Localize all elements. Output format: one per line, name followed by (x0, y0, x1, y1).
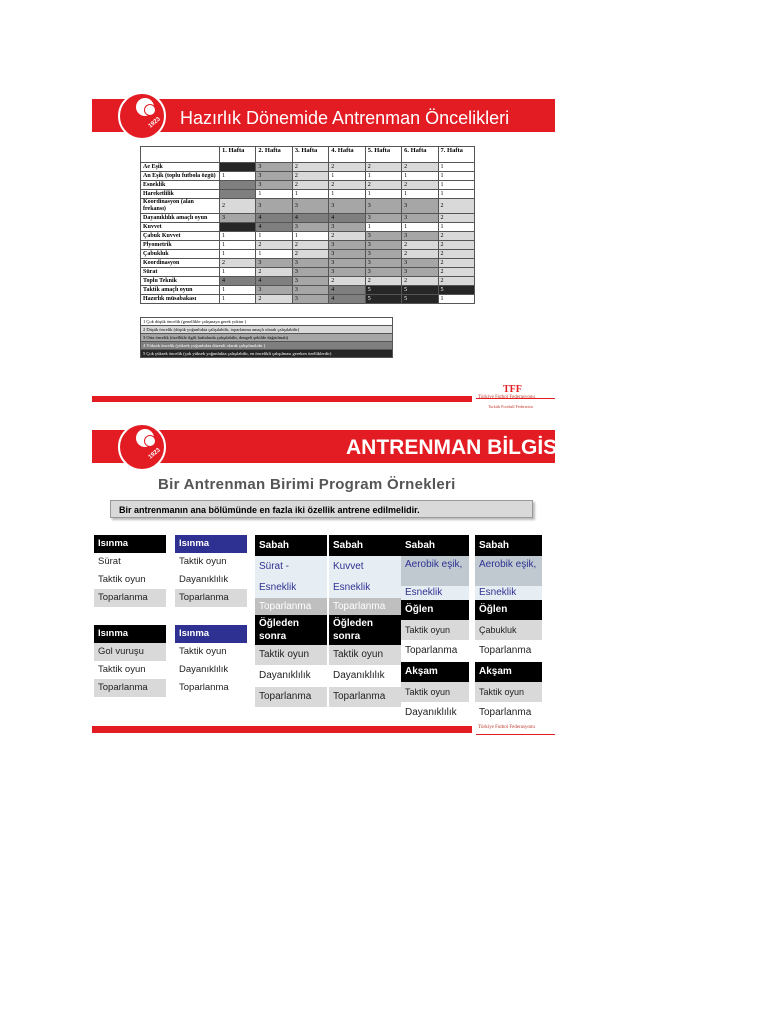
priority-cell: 2 (402, 163, 438, 172)
priority-cell: 1 (438, 190, 474, 199)
week-header: 4. Hafta (329, 147, 365, 163)
priority-cell (220, 190, 256, 199)
priority-cell: 4 (256, 214, 292, 223)
row-label: Sürat (141, 268, 220, 277)
table-row (141, 259, 475, 268)
priority-cell: 3 (365, 268, 401, 277)
priority-cell (220, 181, 256, 190)
slide1-footer-line (92, 396, 472, 402)
priority-cell: 5 (402, 286, 438, 295)
priority-cell: 3 (220, 214, 256, 223)
table-row (141, 232, 475, 241)
priority-cell: 3 (329, 268, 365, 277)
priority-cell: 2 (329, 232, 365, 241)
priority-cell: 4 (329, 214, 365, 223)
priority-cell: 3 (365, 214, 401, 223)
priority-cell: 2 (365, 181, 401, 190)
priority-cell: 1 (220, 232, 256, 241)
row-label: Toplu Teknik (141, 277, 220, 286)
table-corner (141, 147, 220, 163)
priority-cell: 1 (365, 172, 401, 181)
warmup-header: Isınma (94, 625, 166, 643)
table-row (141, 295, 475, 304)
row-label: Ae Eşik (141, 163, 220, 172)
warmup-header: Isınma (175, 625, 247, 643)
program-col-6 (475, 535, 542, 724)
priority-cell: 3 (365, 250, 401, 259)
program-item: Dayanıklılık (175, 571, 247, 589)
priority-cell: 2 (438, 250, 474, 259)
program-item: Esneklik (401, 586, 469, 600)
row-label: Çabuk Kuvvet (141, 232, 220, 241)
program-item: Dayanıklılık (401, 702, 469, 724)
tff-seal-icon: 1923 (118, 423, 166, 471)
priority-cell: 1 (220, 250, 256, 259)
week-header: 1. Hafta (220, 147, 256, 163)
priority-cell: 4 (329, 286, 365, 295)
priority-cell: 3 (365, 259, 401, 268)
priority-cell: 3 (292, 295, 328, 304)
row-label: Hareketlilik (141, 190, 220, 199)
priority-cell: 1 (438, 163, 474, 172)
priority-cell: 1 (438, 172, 474, 181)
week-header: 6. Hafta (402, 147, 438, 163)
legend-item: 3 Orta öncelik (özellikle ilgili haftalarda çalışılabilir, dengeli şekilde dağıtılmalı) (140, 334, 393, 342)
priority-cell: 2 (329, 277, 365, 286)
legend-item: 2 Düşük öncelik (düşük yoğunlukta çalışılabilir, toparlanma amaçlı olarak çalışılabilir) (140, 326, 393, 334)
table-row (141, 223, 475, 232)
week-header: 2. Hafta (256, 147, 292, 163)
priority-cell: 3 (402, 214, 438, 223)
priority-cell: 2 (292, 172, 328, 181)
row-label: Koordinasyon (141, 259, 220, 268)
program-item: Esneklik (475, 586, 542, 600)
priority-cell: 4 (256, 223, 292, 232)
priority-cell: 2 (438, 277, 474, 286)
priority-cell: 1 (402, 190, 438, 199)
priority-cell: 5 (402, 295, 438, 304)
priority-cell: 1 (402, 172, 438, 181)
program-item: Aerobik eşik, (475, 556, 542, 586)
footer-org-en: Turkish Football Federation (488, 404, 533, 409)
row-label: Çabukluk (141, 250, 220, 259)
program-item: Esneklik (329, 577, 401, 598)
program-item: Taktik oyun (401, 620, 469, 640)
program-item: Taktik oyun (94, 571, 166, 589)
program-item: Gol vuruşu (94, 643, 166, 661)
session-header: Öğlen (475, 600, 542, 620)
slide2-title: ANTRENMAN BİLGİSİ (346, 436, 563, 459)
program-item: Sürat - (255, 556, 327, 577)
priority-cell: 3 (292, 286, 328, 295)
priority-cell: 1 (329, 190, 365, 199)
program-col-4 (329, 535, 401, 707)
program-col-2a (175, 535, 247, 607)
table-row (141, 181, 475, 190)
priority-cell (220, 223, 256, 232)
priority-cell: 3 (256, 163, 292, 172)
week-header: 7. Hafta (438, 147, 474, 163)
program-item: Taktik oyun (475, 682, 542, 702)
warmup-header: Isınma (175, 535, 247, 553)
priority-cell: 1 (220, 295, 256, 304)
priority-cell: 3 (292, 268, 328, 277)
priority-cell: 2 (256, 268, 292, 277)
priority-cell: 1 (329, 172, 365, 181)
program-item: Toparlanma (175, 589, 247, 607)
priority-cell: 2 (438, 232, 474, 241)
priority-cell: 2 (329, 163, 365, 172)
table-row (141, 277, 475, 286)
program-item: Toparlanma (475, 702, 542, 724)
priority-cell: 1 (220, 172, 256, 181)
row-label: Dayanıklılık amaçlı oyun (141, 214, 220, 223)
priority-cell: 1 (438, 181, 474, 190)
program-item: Taktik oyun (94, 661, 166, 679)
priority-cell: 2 (329, 181, 365, 190)
priority-cell: 1 (256, 232, 292, 241)
priority-cell: 3 (292, 277, 328, 286)
footer-org: Türkiye Futbol Federasyonu (478, 395, 535, 400)
slide2-subtitle: Bir Antrenman Birimi Program Örnekleri (158, 476, 456, 493)
priority-cell: 1 (438, 295, 474, 304)
priority-cell: 2 (365, 163, 401, 172)
priority-cell: 1 (256, 190, 292, 199)
row-label: Hazırlık müsabakası (141, 295, 220, 304)
table-row (141, 199, 475, 214)
priority-cell: 3 (256, 172, 292, 181)
table-row (141, 163, 475, 172)
priority-cell: 2 (220, 259, 256, 268)
table-row (141, 286, 475, 295)
row-label: Taktik amaçlı oyun (141, 286, 220, 295)
table-row (141, 268, 475, 277)
program-col-3 (255, 535, 327, 707)
priority-cell: 3 (365, 241, 401, 250)
priority-cell: 3 (256, 181, 292, 190)
priority-cell: 3 (292, 199, 328, 214)
program-col-5 (401, 535, 469, 724)
row-label: Esneklik (141, 181, 220, 190)
program-item: Toparlanma (255, 687, 327, 707)
priority-cell: 3 (256, 199, 292, 214)
priority-cell: 1 (220, 241, 256, 250)
priority-cell: 1 (365, 190, 401, 199)
priority-cell: 1 (365, 223, 401, 232)
program-item: Aerobik eşik, (401, 556, 469, 586)
footer-org: Türkiye Futbol Federasyonu (478, 725, 535, 730)
program-item: Taktik oyun (255, 645, 327, 665)
row-label: Koordinasyon (alan frekansı) (141, 199, 220, 214)
tff-seal-icon: 1923 (118, 92, 166, 140)
slide2-footer-line (92, 726, 472, 733)
priority-cell: 4 (220, 277, 256, 286)
priority-cell: 1 (220, 286, 256, 295)
priority-cell: 2 (402, 250, 438, 259)
priority-cell: 3 (329, 223, 365, 232)
priority-cell: 2 (402, 241, 438, 250)
program-item: Çabukluk (475, 620, 542, 640)
program-item: Toparlanma (94, 679, 166, 697)
session-header: Akşam (401, 662, 469, 682)
slide2-note: Bir antrenmanın ana bölümünde en fazla iki özellik antrene edilmelidir. (110, 500, 533, 518)
priority-cell: 2 (438, 259, 474, 268)
priority-cell: 3 (402, 259, 438, 268)
priority-cell: 5 (438, 286, 474, 295)
priority-cell: 1 (438, 223, 474, 232)
warmup-header: Isınma (94, 535, 166, 553)
priority-cell: 2 (256, 241, 292, 250)
program-item: Toparlanma (175, 679, 247, 697)
priority-cell: 1 (292, 190, 328, 199)
priority-cell: 2 (438, 241, 474, 250)
priority-cell: 2 (256, 295, 292, 304)
priority-cell: 1 (220, 268, 256, 277)
program-item: Taktik oyun (329, 645, 401, 665)
table-row (141, 250, 475, 259)
program-item: Toparlanma (401, 640, 469, 662)
row-label: Kuvvet (141, 223, 220, 232)
table-row (141, 172, 475, 181)
priority-cell: 3 (402, 268, 438, 277)
priority-cell: 3 (329, 199, 365, 214)
priority-cell: 2 (292, 241, 328, 250)
week-header: 3. Hafta (292, 147, 328, 163)
priority-cell: 3 (329, 241, 365, 250)
priority-cell: 2 (402, 277, 438, 286)
priority-cell: 4 (329, 295, 365, 304)
program-col-2b (175, 625, 247, 697)
priority-cell: 3 (292, 259, 328, 268)
priority-cell: 3 (329, 259, 365, 268)
session-header: Akşam (475, 662, 542, 682)
session-header: Sabah (475, 535, 542, 556)
priority-cell: 1 (402, 223, 438, 232)
program-item: Taktik oyun (175, 553, 247, 571)
priority-cell: 4 (256, 277, 292, 286)
session-header: Öğleden sonra (255, 615, 327, 645)
legend-item: 5 Çok yüksek öncelik (çok yüksek yoğunlukta çalışılabilir, en öncelikli çalışılması gereken özelliklerdir) (140, 350, 393, 358)
program-item: Toparlanma (475, 640, 542, 662)
session-header: Öğlen (401, 600, 469, 620)
table-row (141, 190, 475, 199)
program-item: Toparlanma (94, 589, 166, 607)
priority-cell: 3 (329, 250, 365, 259)
legend-item: 1 Çok düşük öncelik (genellikle çalışmaya gerek yoktur ) (140, 317, 393, 326)
priority-cell: 1 (292, 232, 328, 241)
session-header: Sabah (255, 535, 327, 556)
program-col-1b (94, 625, 166, 697)
tff-logo: TFF (503, 384, 522, 395)
table-row (141, 214, 475, 223)
priority-cell: 2 (292, 250, 328, 259)
priority-cell: 2 (292, 163, 328, 172)
priority-cell (220, 163, 256, 172)
priority-cell: 2 (365, 277, 401, 286)
priority-cell: 3 (256, 259, 292, 268)
priority-cell: 3 (365, 199, 401, 214)
priority-cell: 3 (402, 199, 438, 214)
program-item: Toparlanma (329, 598, 401, 615)
priority-cell: 2 (220, 199, 256, 214)
program-item: Esneklik (255, 577, 327, 598)
priority-cell: 5 (365, 295, 401, 304)
program-item: Sürat (94, 553, 166, 571)
priority-cell: 2 (402, 181, 438, 190)
program-item: Dayanıklılık (329, 665, 401, 687)
session-header: Sabah (401, 535, 469, 556)
slide1-title: Hazırlık Dönemide Antrenman Öncelikleri (180, 108, 510, 128)
priority-cell: 3 (402, 232, 438, 241)
priority-cell: 2 (438, 268, 474, 277)
program-item: Dayanıklılık (255, 665, 327, 687)
priority-cell: 3 (256, 286, 292, 295)
priority-legend (140, 317, 393, 358)
priority-cell: 5 (365, 286, 401, 295)
row-label: Plyometrik (141, 241, 220, 250)
table-row (141, 241, 475, 250)
priority-cell: 4 (292, 214, 328, 223)
session-header: Sabah (329, 535, 401, 556)
program-item: Toparlanma (329, 687, 401, 707)
program-col-1a (94, 535, 166, 607)
program-item: Taktik oyun (401, 682, 469, 702)
legend-item: 4 Yüksek öncelik (yüksek yoğunlukta düzenli olarak çalışılmalıdır ) (140, 342, 393, 350)
priority-cell: 1 (256, 250, 292, 259)
priority-table (140, 146, 475, 304)
program-item: Toparlanma (255, 598, 327, 615)
session-header: Öğleden sonra (329, 615, 401, 645)
priority-cell: 2 (438, 199, 474, 214)
priority-cell: 3 (292, 223, 328, 232)
priority-cell: 2 (438, 214, 474, 223)
priority-cell: 3 (365, 232, 401, 241)
program-item: Dayanıklılık (175, 661, 247, 679)
program-item: Taktik oyun (175, 643, 247, 661)
row-label: An Eşik (toplu futbola özgü) (141, 172, 220, 181)
program-item: Kuvvet (329, 556, 401, 577)
week-header: 5. Hafta (365, 147, 401, 163)
priority-cell: 2 (292, 181, 328, 190)
